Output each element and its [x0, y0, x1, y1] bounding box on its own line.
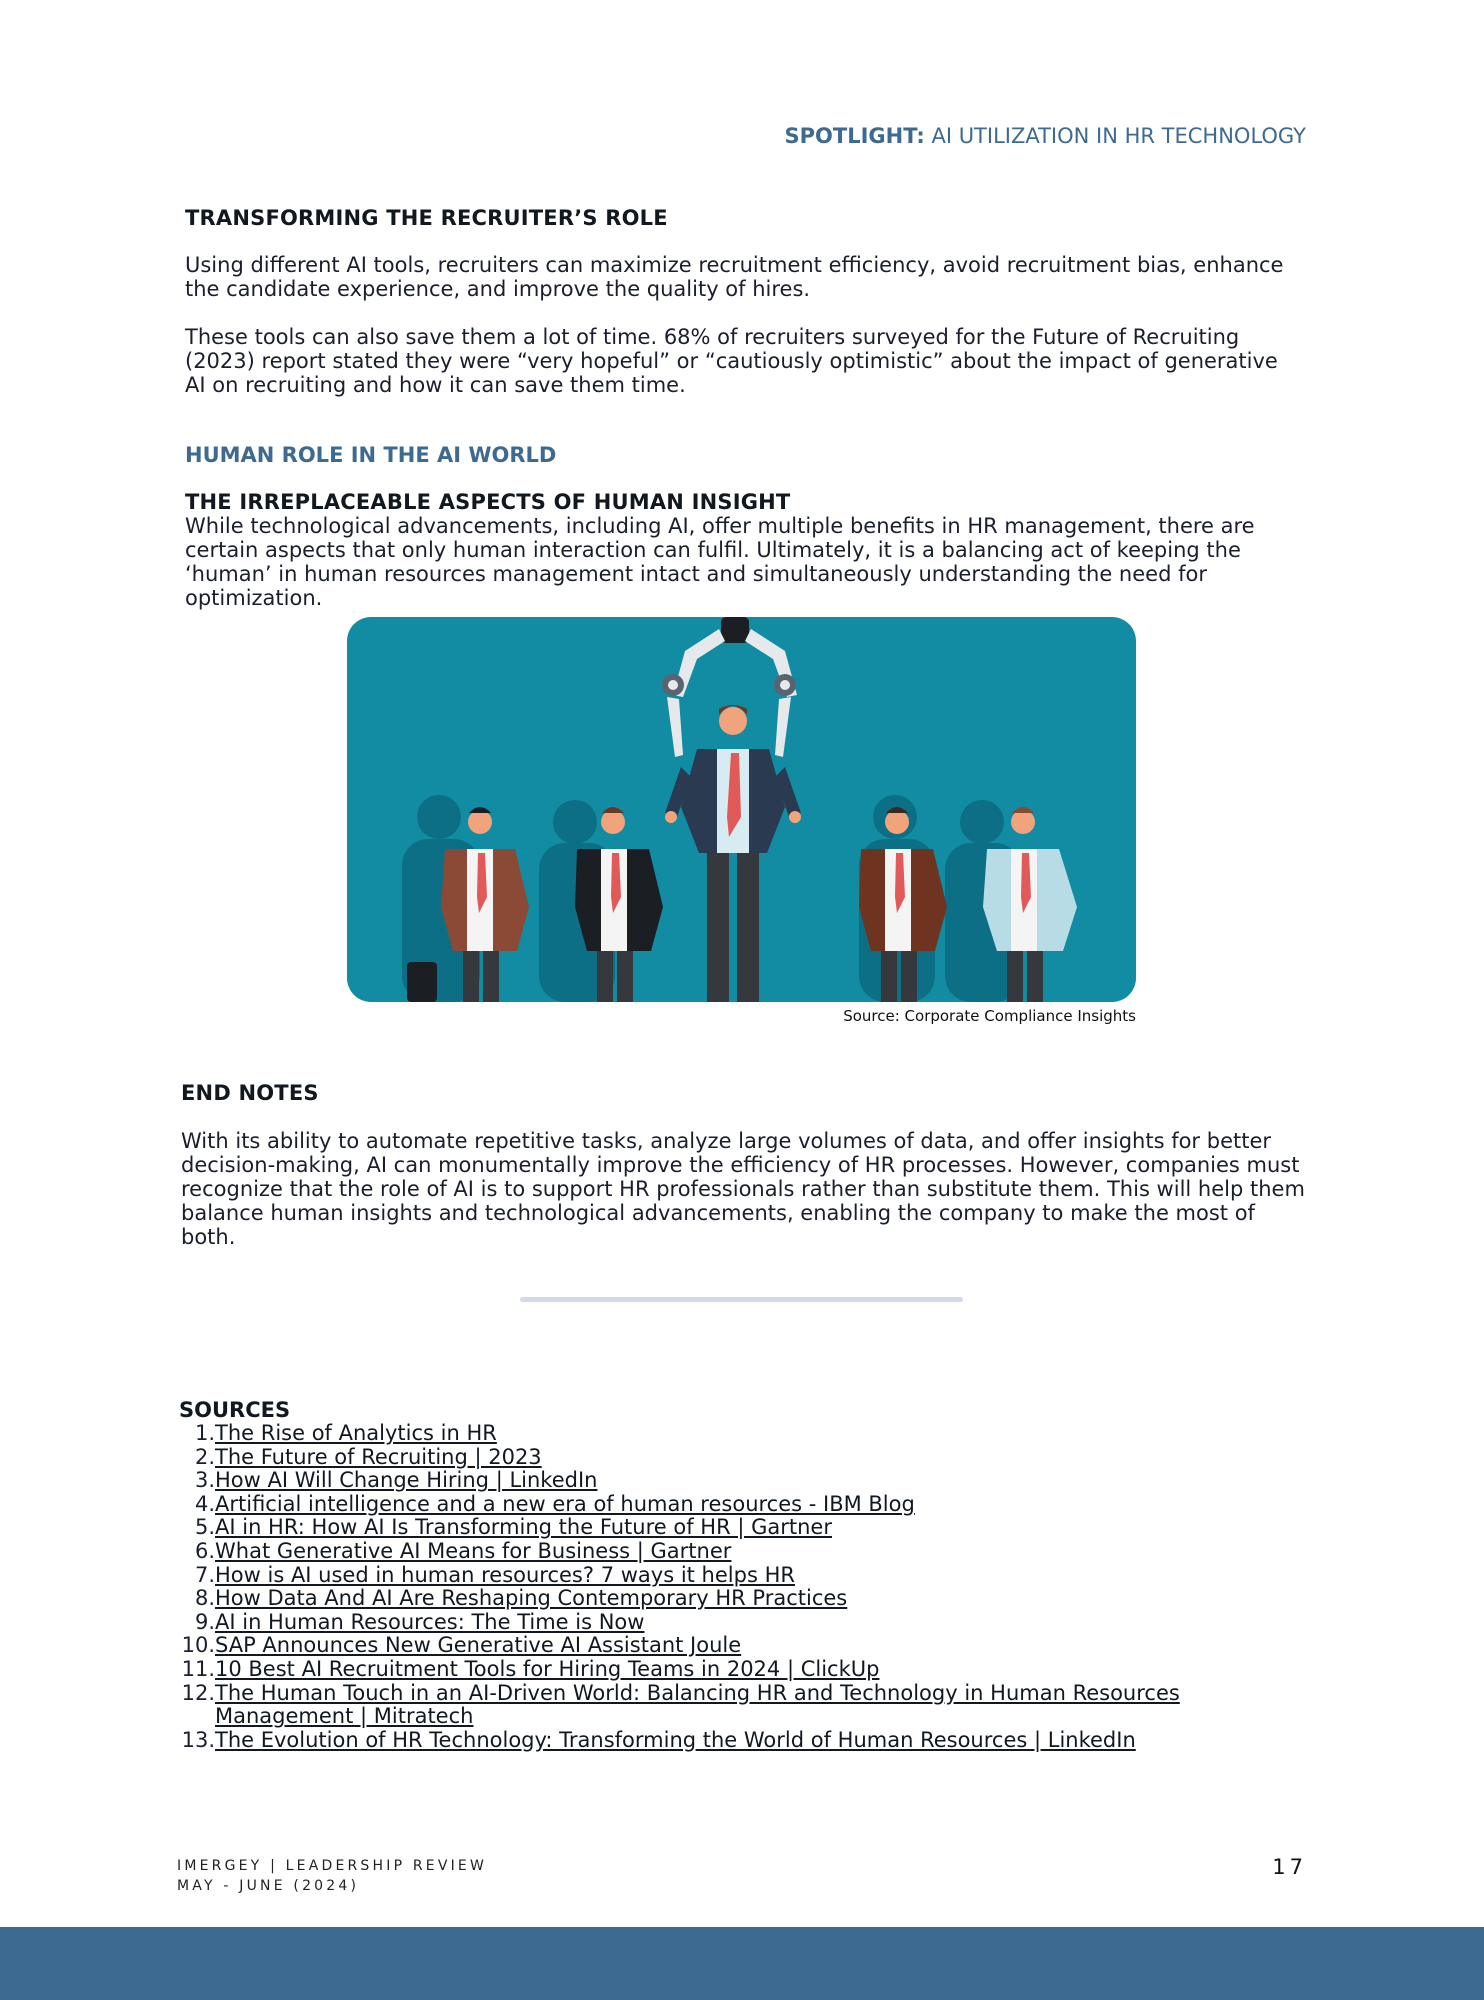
source-link[interactable]: How Data And AI Are Reshaping Contemporary HR Practices	[215, 1586, 848, 1611]
source-item	[179, 1469, 1319, 1493]
source-number: 9.	[194, 1609, 215, 1634]
source-item	[179, 1564, 1319, 1588]
source-link[interactable]: 10 Best AI Recruitment Tools for Hiring Teams in 2024 | ClickUp	[215, 1656, 880, 1681]
subsection-title-human-insight: THE IRREPLACEABLE ASPECTS OF HUMAN INSIGHT	[185, 490, 791, 514]
source-number: 13.	[181, 1727, 215, 1752]
source-link[interactable]: What Generative AI Means for Business | Gartner	[215, 1538, 732, 1563]
source-link[interactable]: SAP Announces New Generative AI Assistant Joule	[215, 1633, 742, 1658]
publication-name: IMERGEY | LEADERSHIP REVIEW	[177, 1858, 488, 1874]
source-number: 11.	[181, 1656, 215, 1681]
source-link[interactable]: The Human Touch in an AI-Driven World: Balancing HR and Technology in Human Resources Management | Mitratech	[215, 1680, 1180, 1729]
source-number: 5.	[194, 1515, 215, 1540]
source-link[interactable]: The Evolution of HR Technology: Transforming the World of Human Resources | LinkedIn	[215, 1727, 1136, 1752]
sources-list	[179, 1422, 1319, 1752]
robot-claw-picking-employee-illustration	[347, 617, 1136, 1002]
source-item	[179, 1422, 1319, 1446]
source-number: 8.	[194, 1586, 215, 1611]
spotlight-label: SPOTLIGHT:	[784, 124, 925, 148]
source-item	[179, 1446, 1319, 1470]
sources-title: SOURCES	[179, 1398, 291, 1422]
footer-color-bar	[0, 1927, 1484, 2000]
section-divider	[520, 1297, 963, 1302]
source-number: 3.	[194, 1468, 215, 1493]
source-item	[179, 1516, 1319, 1540]
figure-caption: Source: Corporate Compliance Insights	[843, 1007, 1136, 1025]
source-item	[179, 1587, 1319, 1611]
robot-claw-icon	[662, 617, 797, 757]
paragraph-recruiter-1: Using different AI tools, recruiters can maximize recruitment efficiency, avoid recruitment bias, enhance the candidate experience, and improve the quality of hires.	[185, 253, 1284, 301]
paragraph-end-notes: With its ability to automate repetitive tasks, analyze large volumes of data, and offer insights for better decision-making, AI can monumentally improve the efficiency of HR processes. However, companies must recognize that the role of AI is to support HR professionals rather than substitute them. This will help them balance human insights and technological advancements, enabling the company to make the most of both.	[181, 1129, 1305, 1249]
source-item	[179, 1658, 1319, 1682]
source-item	[179, 1611, 1319, 1635]
source-number: 1.	[194, 1421, 215, 1445]
paragraph-recruiter-2: These tools can also save them a lot of time. 68% of recruiters surveyed for the Future of Recruiting (2023) report stated they were “very hopeful” or “cautiously optimistic” about the impact of generative AI on recruiting and how it can save them time.	[185, 325, 1278, 397]
source-number: 6.	[194, 1538, 215, 1563]
illustration-svg	[347, 617, 1136, 1002]
section-title-human-role: HUMAN ROLE IN THE AI WORLD	[185, 443, 557, 467]
source-link[interactable]: The Future of Recruiting | 2023	[215, 1444, 542, 1469]
source-item	[179, 1540, 1319, 1564]
publication-issue: MAY - JUNE (2024)	[177, 1878, 360, 1894]
source-number: 10.	[181, 1633, 215, 1658]
section-title-end-notes: END NOTES	[181, 1081, 319, 1105]
source-item	[179, 1493, 1319, 1517]
source-link[interactable]: How AI Will Change Hiring | LinkedIn	[215, 1468, 598, 1493]
section-title-recruiter-role: TRANSFORMING THE RECRUITER’S ROLE	[185, 206, 668, 230]
source-link[interactable]: The Rise of Analytics in HR	[215, 1421, 497, 1445]
source-number: 4.	[194, 1491, 215, 1516]
source-link[interactable]: AI in Human Resources: The Time is Now	[215, 1609, 645, 1634]
source-link[interactable]: How is AI used in human resources? 7 ways it helps HR	[215, 1562, 795, 1587]
spotlight-topic: AI UTILIZATION IN HR TECHNOLOGY	[924, 124, 1306, 148]
source-item	[179, 1634, 1319, 1658]
publication-footer	[177, 1856, 487, 1896]
source-item	[179, 1682, 1319, 1729]
source-number: 12.	[181, 1680, 215, 1705]
source-number: 7.	[194, 1562, 215, 1587]
spotlight-header	[785, 124, 1307, 148]
paragraph-human-insight: While technological advancements, including AI, offer multiple benefits in HR management, there are certain aspects that only human interaction can fulfil. Ultimately, it is a balancing act of keeping the ‘human’ in human resources management intact and simultaneously understanding the need for optimization.	[185, 514, 1255, 610]
source-link[interactable]: AI in HR: How AI Is Transforming the Future of HR | Gartner	[215, 1515, 832, 1540]
source-item	[179, 1729, 1319, 1753]
source-link[interactable]: Artificial intelligence and a new era of human resources - IBM Blog	[215, 1491, 915, 1516]
source-number: 2.	[194, 1444, 215, 1469]
page-number: 17	[1272, 1855, 1307, 1879]
